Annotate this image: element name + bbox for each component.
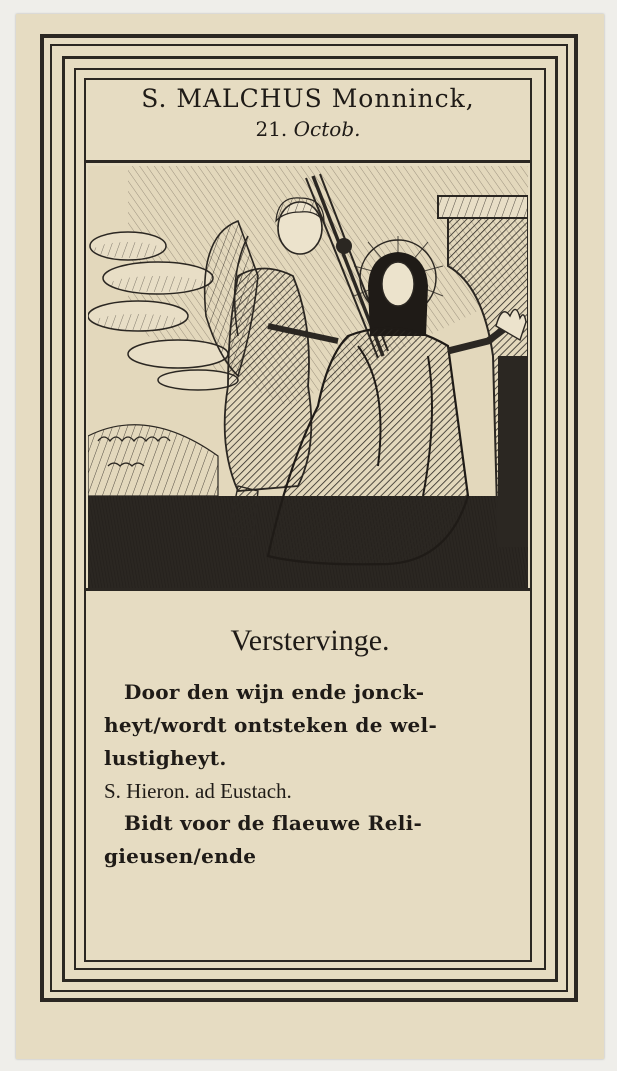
text-line-3: lustigheyt.: [104, 746, 227, 770]
engraving-scene: [88, 166, 528, 588]
devotional-text: [104, 624, 516, 873]
text-line-1: Door den wijn ende jonck-: [124, 680, 425, 704]
saint-name: S. MALCHUS Monninck,: [141, 84, 475, 113]
section-heading: Verstervinge.: [230, 624, 390, 657]
title-rule: [86, 160, 530, 163]
feast-date: [86, 117, 530, 141]
card-title: [86, 84, 530, 141]
illustration-rule: [86, 588, 530, 591]
text-line-2: heyt/wordt ontsteken de wel-: [104, 713, 438, 737]
engraving-illustration: [88, 166, 528, 588]
feast-day: 21.: [255, 117, 288, 141]
feast-month: Octob.: [293, 117, 361, 141]
prayer-line-1: Bidt voor de flaeuwe Reli-: [124, 811, 423, 835]
prayer-line-2: gieusen/ende: [104, 844, 257, 868]
citation: S. Hieron. ad Eustach.: [104, 779, 292, 803]
